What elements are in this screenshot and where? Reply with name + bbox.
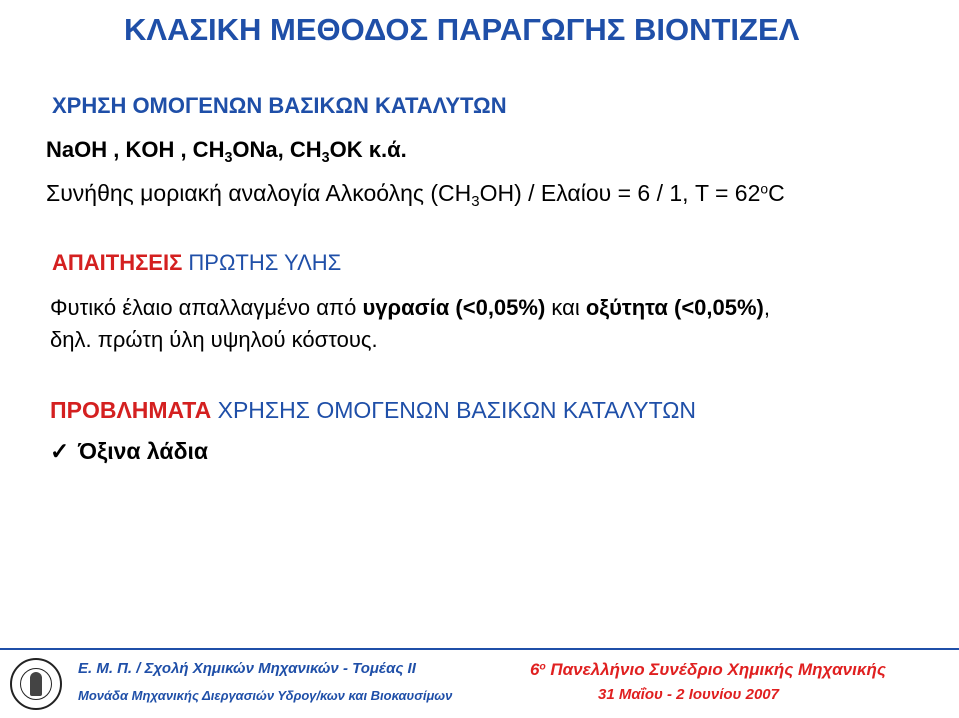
ratio-text-2: OH) / Ελαίου = 6 / 1, T = 62 bbox=[479, 180, 761, 206]
catalyst-text-3: OK κ.ά. bbox=[329, 137, 407, 162]
ratio-subscript: 3 bbox=[471, 193, 480, 211]
catalyst-text-1: NaOH , KOH , CH bbox=[46, 137, 225, 162]
catalyst-subscript-2: 3 bbox=[321, 150, 330, 166]
ratio-text-3: C bbox=[768, 180, 785, 206]
conference-number: 6 bbox=[530, 660, 540, 679]
oil-text-c: και bbox=[545, 295, 586, 320]
oil-text-e: , bbox=[763, 295, 771, 320]
problems-heading-red: ΠΡΟΒΛΗΜΑΤΑ bbox=[50, 397, 212, 423]
section-heading-requirements bbox=[52, 250, 341, 276]
checkmark-icon: ✓ bbox=[50, 438, 70, 464]
page-title: ΚΛΑΣΙΚΗ ΜΕΘΟΔΟΣ ΠΑΡΑΓΩΓΗΣ ΒΙΟΝΤΙΖΕΛ bbox=[124, 12, 800, 47]
raw-material-line-1 bbox=[50, 295, 770, 321]
footer-unit: Μονάδα Μηχανικής Διεργασιών Υδρογ/κων και Βιοκαυσίμων bbox=[78, 688, 453, 703]
university-seal-icon bbox=[10, 658, 62, 710]
conference-ordinal: ο bbox=[539, 661, 546, 673]
ratio-degree: o bbox=[760, 181, 769, 197]
catalyst-subscript-1: 3 bbox=[224, 150, 233, 166]
footer-divider bbox=[0, 648, 959, 650]
seal-figure bbox=[30, 672, 42, 696]
catalyst-list bbox=[46, 137, 407, 166]
problem-item bbox=[50, 438, 208, 465]
footer-institution: Ε. Μ. Π. / Σχολή Χημικών Μηχανικών - Τομέας ΙΙ bbox=[78, 660, 416, 677]
molar-ratio-line bbox=[46, 180, 785, 210]
footer-dates: 31 Μαΐου - 2 Ιουνίου 2007 bbox=[598, 686, 779, 703]
section-heading-problems bbox=[50, 397, 696, 424]
footer-conference bbox=[530, 660, 886, 680]
oil-acidity: οξύτητα (<0,05%) bbox=[585, 295, 764, 320]
raw-material-line-2: δηλ. πρώτη ύλη υψηλού κόστους. bbox=[50, 327, 378, 352]
problems-heading-blue: ΧΡΗΣΗΣ ΟΜΟΓΕΝΩΝ ΒΑΣΙΚΩΝ ΚΑΤΑΛΥΤΩΝ bbox=[211, 397, 697, 423]
conference-name: Πανελλήνιο Συνέδριο Χημικής Μηχανικής bbox=[545, 660, 886, 679]
requirements-heading-blue: ΠΡΩΤΗΣ ΥΛΗΣ bbox=[182, 250, 342, 275]
oil-moisture: υγρασία (<0,05%) bbox=[362, 295, 546, 320]
section-heading-homogeneous-catalysts: ΧΡΗΣΗ ΟΜΟΓΕΝΩΝ ΒΑΣΙΚΩΝ ΚΑΤΑΛΥΤΩΝ bbox=[52, 93, 507, 118]
ratio-text-1: Συνήθης μοριακή αναλογία Αλκοόλης (CH bbox=[46, 180, 472, 206]
catalyst-text-2: ONa, CH bbox=[232, 137, 322, 162]
oil-text-a: Φυτικό έλαιο απαλλαγμένο από bbox=[50, 295, 363, 320]
requirements-heading-red: ΑΠΑΙΤΗΣΕΙΣ bbox=[52, 250, 183, 275]
problem-item-label: Όξινα λάδια bbox=[78, 438, 209, 464]
